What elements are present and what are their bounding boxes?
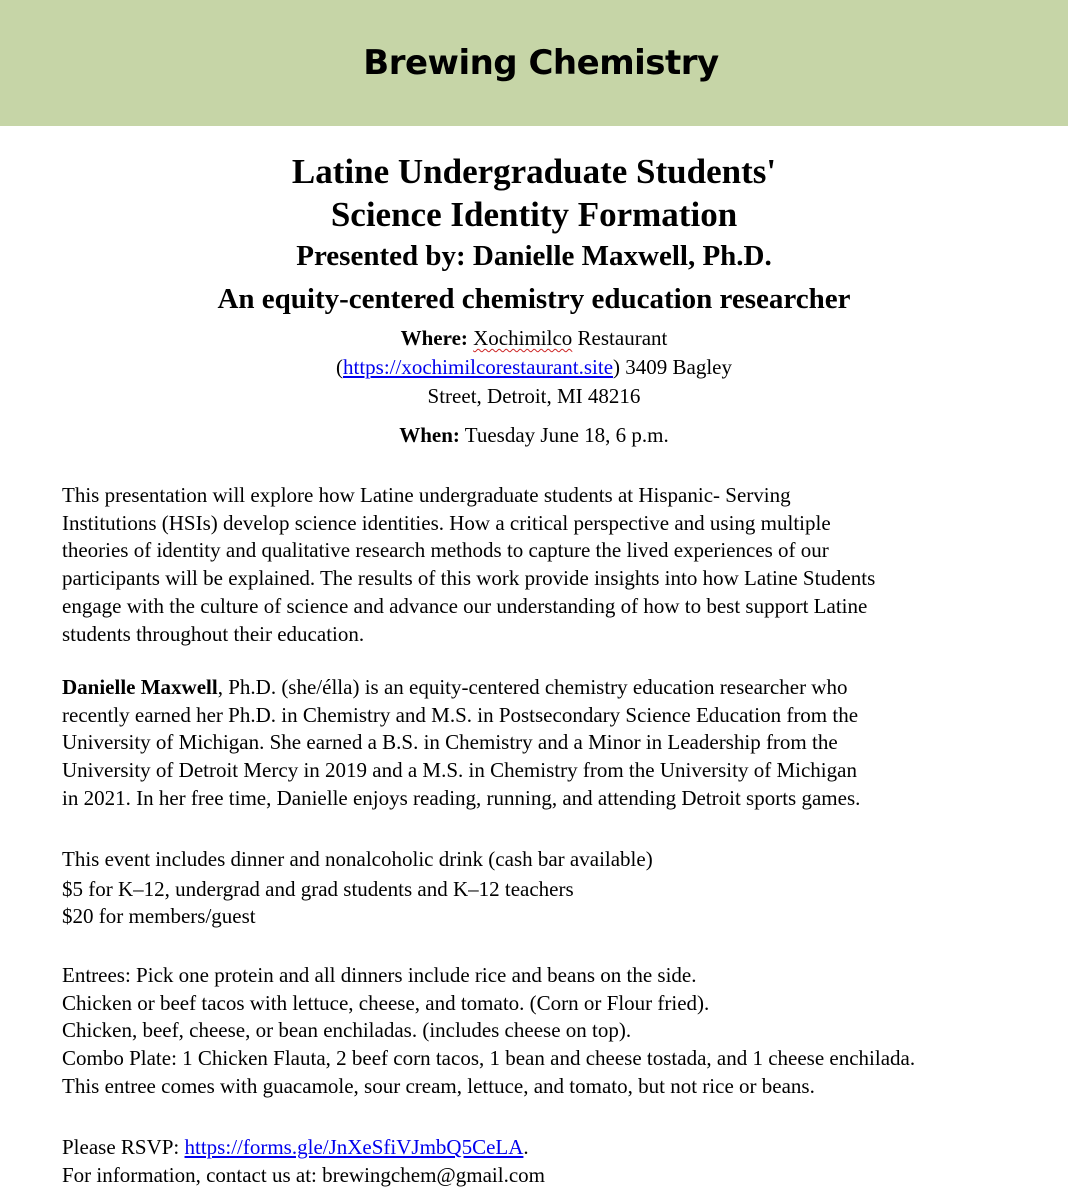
entree-line: Chicken, beef, cheese, or bean enchiladas. (includes cheese on top). — [62, 1018, 632, 1043]
address-after-url: ) 3409 Bagley — [613, 355, 732, 379]
description-line: theories of identity and qualitative research methods to capture the lived experiences of our — [62, 538, 829, 563]
rsvp-link[interactable]: https://forms.gle/JnXeSfiVJmbQ5CeLA — [184, 1135, 524, 1159]
where-block — [0, 324, 1068, 411]
where-label: Where: — [400, 326, 468, 350]
where-line-1 — [0, 324, 1068, 353]
address-line-3: Street, Detroit, MI 48216 — [427, 384, 641, 408]
member-price: $20 for members/guest — [62, 904, 256, 929]
bio-line: University of Michigan. She earned a B.S. in Chemistry and a Minor in Leadership from the — [62, 730, 838, 755]
description-line: Institutions (HSIs) develop science identities. How a critical perspective and using multiple — [62, 510, 831, 535]
bio-line: recently earned her Ph.D. in Chemistry and M.S. in Postsecondary Science Education from the — [62, 702, 859, 727]
open-paren: ( — [335, 355, 343, 379]
rsvp-block — [62, 1134, 1062, 1189]
entree-line: This entree comes with guacamole, sour cream, lettuce, and tomato, but not rice or beans. — [62, 1073, 815, 1098]
bio-line — [62, 674, 1062, 702]
header-banner — [0, 0, 1068, 126]
entree-line: Combo Plate: 1 Chicken Flauta, 2 beef corn tacos, 1 bean and cheese tostada, and 1 cheese enchilada. — [62, 1046, 916, 1071]
when-label: When: — [399, 423, 460, 447]
pricing-block — [62, 846, 1062, 931]
venue-name: Xochimilco — [473, 326, 573, 350]
presenter: Presented by: Danielle Maxwell, Ph.D. — [296, 240, 772, 272]
description-line: engage with the culture of science and advance our understanding of how to best support Latine — [62, 593, 868, 618]
when-line — [0, 421, 1068, 450]
includes-text: This event includes dinner and nonalcoholic drink (cash bar available) — [62, 847, 653, 871]
description-line: participants will be explained. The results of this work provide insights into how Latine Students — [62, 566, 876, 591]
presenter-subtitle: An equity-centered chemistry education researcher — [217, 283, 851, 315]
student-price: $5 for K–12, undergrad and grad students and K–12 teachers — [62, 876, 574, 901]
description-line: This presentation will explore how Latine undergraduate students at Hispanic- Serving — [62, 483, 791, 507]
description-paragraph — [62, 482, 1062, 648]
event-title-line-1: Latine Undergraduate Students' — [291, 152, 777, 191]
bio-name: Danielle Maxwell — [62, 675, 218, 699]
entree-line: Entrees: Pick one protein and all dinners include rice and beans on the side. — [62, 963, 697, 987]
banner-title: Brewing Chemistry — [363, 43, 719, 83]
bio-line: in 2021. In her free time, Danielle enjoys reading, running, and attending Detroit sports games. — [62, 785, 861, 810]
entree-line: Chicken or beef tacos with lettuce, cheese, and tomato. (Corn or Flour fried). — [62, 990, 710, 1015]
bio-paragraph — [62, 674, 1062, 813]
entrees-block — [62, 962, 1062, 1101]
where-line-2 — [0, 353, 1068, 382]
event-title-line-2: Science Identity Formation — [330, 195, 738, 234]
rsvp-suffix: . — [523, 1135, 529, 1159]
bio-line-1-rest: , Ph.D. (she/élla) is an equity-centered chemistry education researcher who — [217, 675, 848, 699]
rsvp-prefix: Please RSVP: — [62, 1135, 185, 1159]
venue-website-link[interactable]: https://xochimilcorestaurant.site — [342, 355, 614, 379]
bio-line: University of Detroit Mercy in 2019 and a M.S. in Chemistry from the University of Michigan — [62, 758, 857, 783]
description-line: students throughout their education. — [62, 621, 365, 646]
event-header — [0, 150, 1068, 450]
when-value: Tuesday June 18, 6 p.m. — [459, 423, 669, 447]
rsvp-line — [62, 1134, 1062, 1162]
contact-line: For information, contact us at: brewingchem@gmail.com — [62, 1162, 545, 1187]
venue-rest: Restaurant — [572, 326, 668, 350]
